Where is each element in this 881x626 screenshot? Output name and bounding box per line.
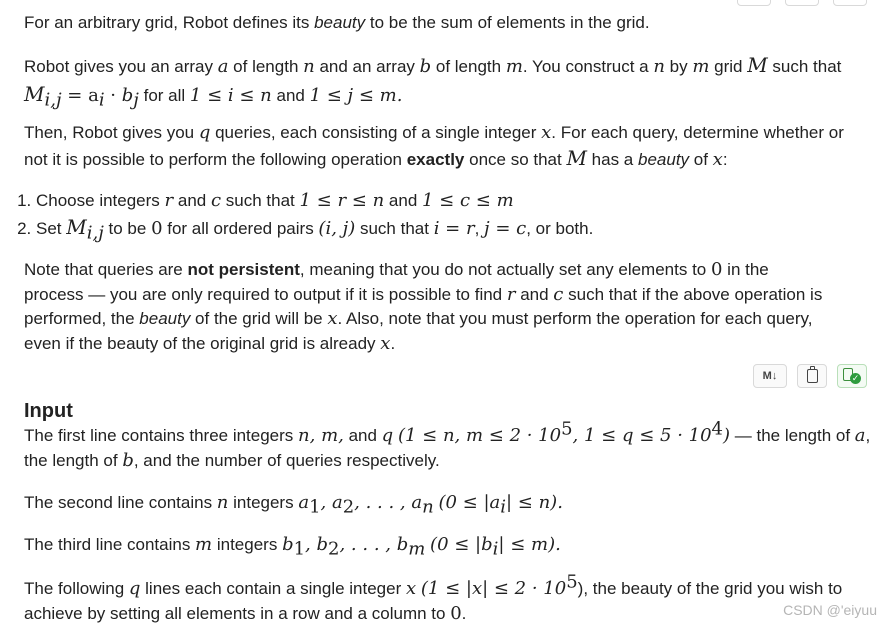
markdown-label: M↓ [762,370,778,382]
paragraph-queries: Then, Robot gives you q queries, each consisting of a single integer x. For each query, determine whether or not it is possible to perform the following operation exactly once so that M has a beauty of x: [24,122,844,170]
list-item: 2. Set $M_{i,j}$ to be 0 for all ordered pairs (i, j) such that i = r, j = c, or both. [36,214,876,242]
paragraph-not-persistent: Note that queries are not persistent, meaning that you do not actually set any elements to 0 in the process — you are only required to output if it is possible to find r and c such that if the above operation is performed, the beauty of the grid will be x. Also, note that you must perform the operation for each query, even if the beauty of the original grid is already x. [24,259,823,354]
input-line-3: The third line contains m integers $b_1$, $b_2$, . . . , $b_m$ $(0 \le |b_i| \le m)$. [24,534,561,560]
paragraph-beauty-definition: For an arbitrary grid, Robot defines its beauty to be the sum of elements in the grid. [24,13,650,32]
input-heading: Input [24,400,73,422]
top-button-3[interactable] [833,0,867,6]
top-button-2[interactable] [785,0,819,6]
operation-steps-list [6,187,876,242]
paragraph-grid-construction: Robot gives you an array a of length n and an array b of length m. You construct a n by m grid M such that $M_{i,j} = a_i \cdot b_j$ for all 1 ≤ i ≤ n and 1 ≤ j ≤ m. [24,53,842,110]
list-item: 1. Choose integers r and c such that 1 ≤ r ≤ n and 1 ≤ c ≤ m [36,187,876,214]
copy-button[interactable] [797,364,827,388]
input-line-4: The following q lines each contain a single integer x $(1 \le |x| \le 2 \cdot 10^5)$, the beauty of the grid you wish to achieve by setting all elements in a row and a column to 0. [24,571,843,624]
watermark: CSDN @'eiyuu [783,602,877,618]
clipboard-icon [807,369,818,383]
statement-toolbar [753,364,867,388]
top-button-1[interactable] [737,0,771,6]
copy-success-icon: ✓ [843,368,861,384]
input-line-1: The first line contains three integers n, m, and q (1 ≤ n, $m \le 2 \cdot 10^5$, $1 \le q \le 5 \cdot 10^4$) — the length of a, the length of b, and the number of queries respectively. [24,418,871,471]
input-line-2: The second line contains n integers $a_1$, $a_2$, . . . , $a_n$ $(0 \le |a_i| \le n)$. [24,492,563,518]
top-toolbar-partial [737,0,867,6]
markdown-button[interactable] [753,364,787,388]
copied-status-button[interactable] [837,364,867,388]
